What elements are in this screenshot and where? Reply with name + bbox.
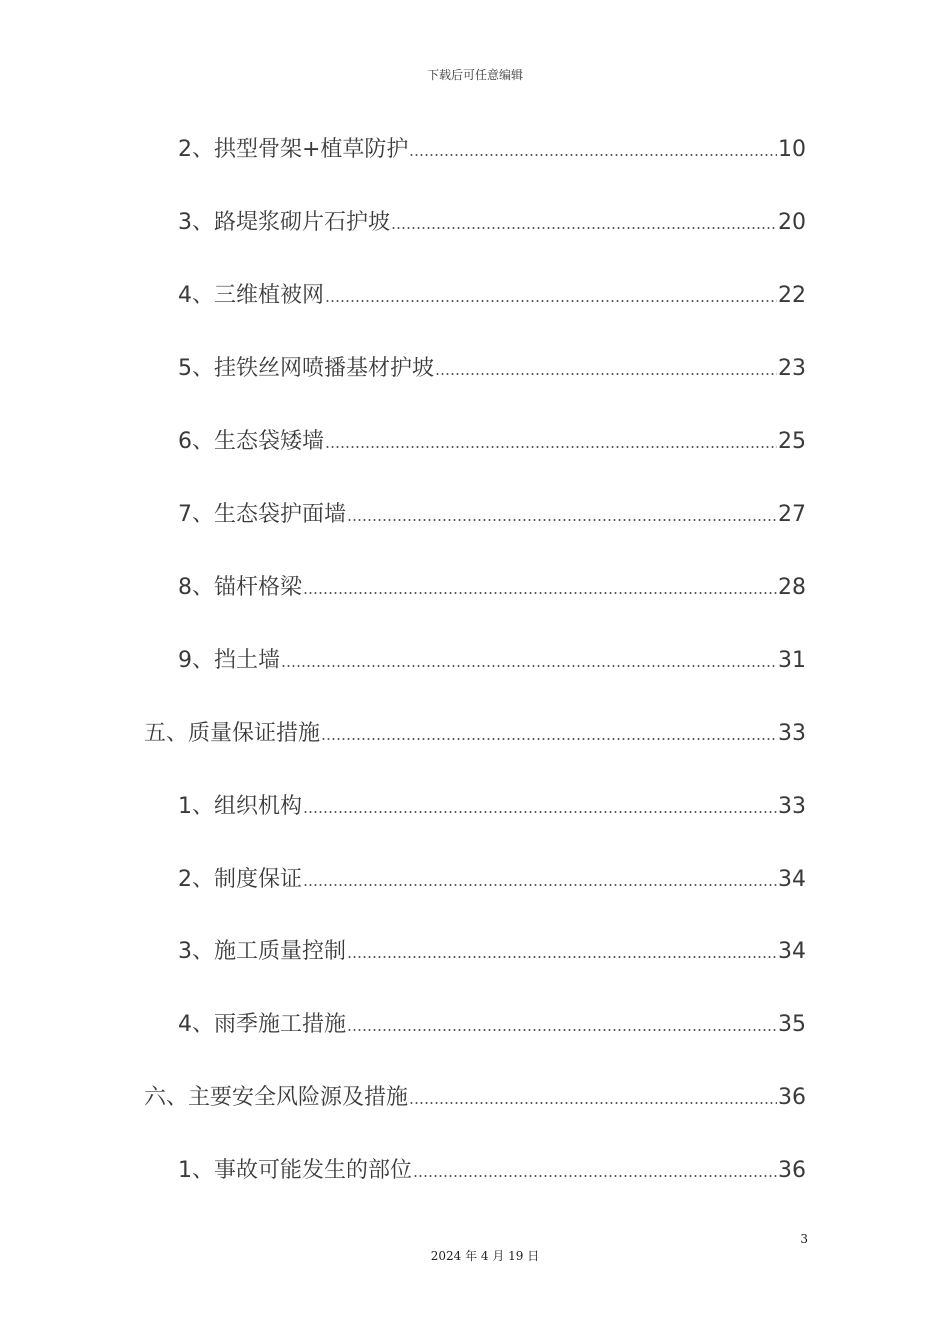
page-header: 下载后可任意编辑: [426, 68, 523, 82]
toc-leader-dots: [303, 882, 777, 888]
toc-entry[interactable]: [144, 1082, 806, 1114]
toc-entry-title: 9、挡土墙: [178, 648, 280, 673]
toc-entry[interactable]: [178, 1009, 806, 1041]
toc-entry-page: 25: [778, 429, 806, 454]
toc-entry-page: 22: [778, 283, 806, 308]
toc-entry[interactable]: [178, 864, 806, 896]
toc-leader-dots: [391, 225, 777, 231]
toc-entry-title: 5、挂铁丝网喷播基材护坡: [178, 356, 434, 381]
toc-entry-title: 1、事故可能发生的部位: [178, 1158, 412, 1183]
toc-leader-dots: [325, 298, 777, 304]
toc-leader-dots: [347, 517, 777, 523]
toc-leader-dots: [409, 1100, 777, 1106]
toc-entry-page: 28: [778, 575, 806, 600]
toc-entry[interactable]: [178, 353, 806, 385]
toc-entry-page: 20: [778, 210, 806, 235]
toc-entry-page: 34: [778, 867, 806, 892]
toc-entry-page: 23: [778, 356, 806, 381]
toc-entry-title: 3、施工质量控制: [178, 939, 346, 964]
toc-entry[interactable]: [178, 572, 806, 604]
toc-entry[interactable]: [178, 426, 806, 458]
toc-leader-dots: [347, 954, 777, 960]
toc-entry[interactable]: [144, 718, 806, 750]
toc-entry-page: 34: [778, 939, 806, 964]
toc-entry-page: 36: [778, 1085, 806, 1110]
toc-leader-dots: [321, 736, 777, 742]
toc-entry[interactable]: [178, 645, 806, 677]
toc-entry[interactable]: [178, 499, 806, 531]
toc-entry-title: 4、三维植被网: [178, 283, 324, 308]
toc-entry-title: 7、生态袋护面墙: [178, 502, 346, 527]
footer-date: 2024 年 4 月 19 日: [430, 1249, 540, 1263]
toc-entry-page: 33: [778, 721, 806, 746]
toc-entry-page: 10: [778, 137, 806, 162]
toc-entry-title: 1、组织机构: [178, 794, 302, 819]
toc-entry[interactable]: [178, 280, 806, 312]
toc-entry-title: 3、路堤浆砌片石护坡: [178, 210, 390, 235]
toc-leader-dots: [325, 444, 777, 450]
toc-leader-dots: [303, 809, 777, 815]
toc-leader-dots: [347, 1027, 777, 1033]
toc-entry-page: 27: [778, 502, 806, 527]
toc-leader-dots: [413, 1173, 777, 1179]
toc-entry[interactable]: [178, 207, 806, 239]
toc-entry[interactable]: [178, 134, 806, 166]
toc-leader-dots: [409, 152, 777, 158]
toc-entry-title: 2、拱型骨架+植草防护: [178, 137, 409, 162]
toc-entry-title: 五、质量保证措施: [144, 721, 321, 746]
toc-entry-title: 4、雨季施工措施: [178, 1012, 346, 1037]
toc-entry[interactable]: [178, 1155, 806, 1187]
toc-entry[interactable]: [178, 936, 806, 968]
toc-leader-dots: [281, 663, 777, 669]
toc-entry-title: 六、主要安全风险源及措施: [144, 1085, 409, 1110]
toc-entry-page: 35: [778, 1012, 806, 1037]
toc-leader-dots: [435, 371, 777, 377]
toc-entry-title: 2、制度保证: [178, 867, 302, 892]
toc-entry-title: 8、锚杆格梁: [178, 575, 302, 600]
toc-leader-dots: [303, 590, 777, 596]
toc-entry-page: 33: [778, 794, 806, 819]
toc-entry[interactable]: [178, 791, 806, 823]
toc-entry-page: 36: [778, 1158, 806, 1183]
page-number: 3: [800, 1232, 808, 1246]
toc-entry-page: 31: [778, 648, 806, 673]
toc-entry-title: 6、生态袋矮墙: [178, 429, 324, 454]
